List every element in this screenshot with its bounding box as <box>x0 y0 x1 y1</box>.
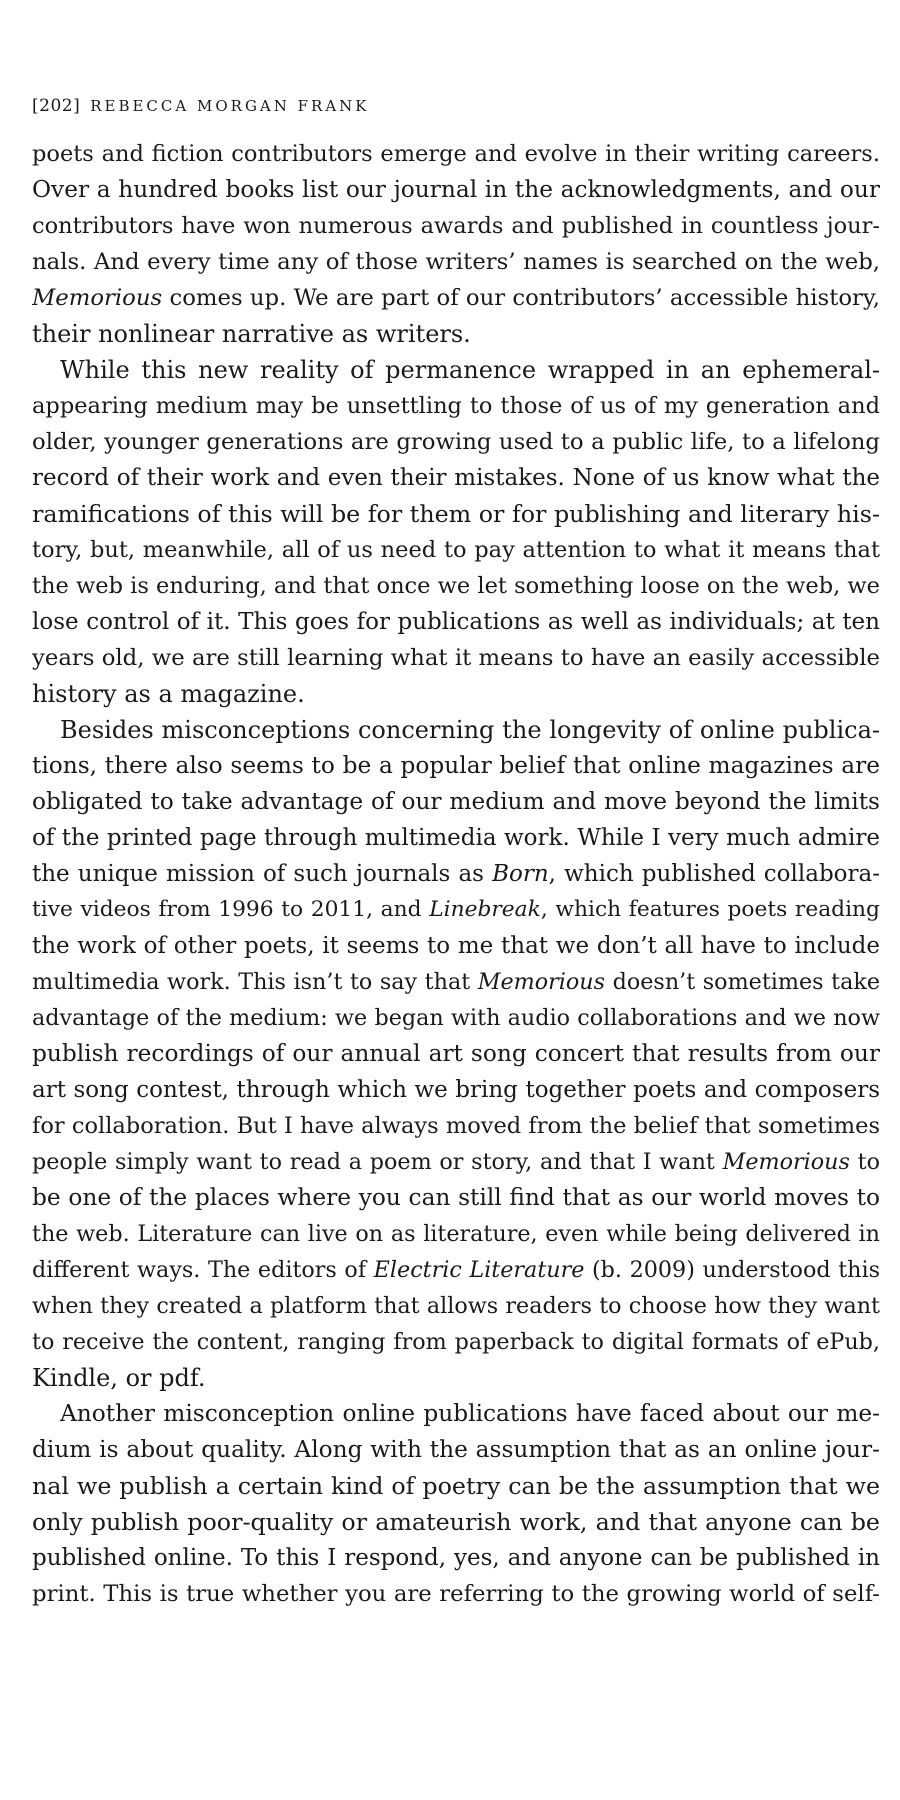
italic-title: Electric Literature <box>373 1257 585 1283</box>
text-line <box>32 208 880 244</box>
text-segment: print. This is true whether you are referring to the growing world of self- <box>32 1581 880 1607</box>
text-line <box>32 1036 880 1072</box>
text-line <box>32 1540 880 1576</box>
text-line <box>32 1432 880 1468</box>
text-segment: Another misconception online publications have faced about our me- <box>60 1400 880 1427</box>
italic-title: Memorious <box>477 969 606 995</box>
text-line <box>32 1324 880 1360</box>
text-line <box>32 856 880 892</box>
text-line <box>32 928 880 964</box>
text-line <box>32 1576 880 1612</box>
text-segment: While this new reality of permanence wrapped in an ephemeral- <box>60 356 880 384</box>
text-segment: people simply want to read a poem or story, and that I want <box>32 1149 723 1175</box>
text-segment: tions, there also seems to be a popular belief that online magazines are <box>32 752 880 779</box>
text-line <box>32 1252 880 1288</box>
text-segment: poets and fiction contributors emerge and evolve in their writing careers. <box>32 141 880 167</box>
text-segment: , which features poets reading <box>540 897 880 922</box>
text-line <box>32 1072 880 1108</box>
text-segment: advantage of the medium: we began with audio collaborations and we now <box>32 1005 880 1031</box>
text-segment: the unique mission of such journals as <box>32 861 493 887</box>
text-line <box>32 424 880 460</box>
text-segment: Kindle, or pdf. <box>32 1364 206 1392</box>
text-line <box>32 568 880 604</box>
text-segment: the web. Literature can live on as literature, even while being delivered in <box>32 1221 880 1247</box>
text-line <box>32 712 880 748</box>
text-line <box>32 1108 880 1144</box>
text-line <box>32 604 880 640</box>
text-line <box>32 784 880 820</box>
text-segment: ramifications of this will be for them or for publishing and literary his- <box>32 500 880 528</box>
text-segment: tive videos from 1996 to 2011, and <box>32 897 430 922</box>
text-segment: to <box>849 1149 880 1175</box>
text-line <box>32 496 880 532</box>
page-number: [202] <box>32 96 81 116</box>
text-line <box>32 1396 880 1432</box>
text-segment: the web is enduring, and that once we let something loose on the web, we <box>32 573 880 599</box>
text-segment: tory, but, meanwhile, all of us need to pay attention to what it means that <box>32 537 880 563</box>
text-segment: (b. 2009) understood this <box>584 1257 880 1283</box>
text-line <box>32 388 880 424</box>
text-segment: only publish poor-quality or amateurish work, and that anyone can be <box>32 1508 880 1536</box>
text-segment: dium is about quality. Along with the assumption that as an online jour- <box>32 1436 880 1463</box>
text-line <box>32 1288 880 1324</box>
text-line <box>32 820 880 856</box>
text-segment: nal we publish a certain kind of poetry can be the assumption that we <box>32 1472 880 1500</box>
text-segment: for collaboration. But I have always moved from the belief that sometimes <box>32 1113 880 1139</box>
text-line <box>32 892 880 928</box>
text-segment: years old, we are still learning what it means to have an easily accessible <box>32 645 880 671</box>
text-segment: to receive the content, ranging from paperback to digital formats of ePub, <box>32 1329 880 1355</box>
italic-title: Linebreak <box>429 897 541 922</box>
text-line <box>32 640 880 676</box>
text-segment: record of their work and even their mistakes. None of us know what the <box>32 465 880 491</box>
running-head-author: REBECCA MORGAN FRANK <box>90 97 370 115</box>
text-line <box>32 172 880 208</box>
italic-title: Memorious <box>32 285 163 311</box>
text-line <box>32 136 880 172</box>
text-segment: Over a hundred books list our journal in the acknowledgments, and our <box>32 176 880 203</box>
text-segment: art song contest, through which we bring together poets and composers <box>32 1077 880 1103</box>
text-line <box>32 352 880 388</box>
text-segment: obligated to take advantage of our medium and move beyond the limits <box>32 788 880 815</box>
text-line <box>32 748 880 784</box>
text-segment: their nonlinear narrative as writers. <box>32 320 471 348</box>
text-segment: lose control of it. This goes for publications as well as individuals; at ten <box>32 609 880 635</box>
text-segment: nals. And every time any of those writers’ names is searched on the web, <box>32 249 880 275</box>
text-line <box>32 1468 880 1504</box>
text-line <box>32 1000 880 1036</box>
text-line <box>32 460 880 496</box>
text-segment: doesn’t sometimes take <box>605 969 880 995</box>
text-line <box>32 964 880 1000</box>
text-segment: the work of other poets, it seems to me that we don’t all have to include <box>32 933 880 959</box>
text-line <box>32 1504 880 1540</box>
text-segment: older, younger generations are growing used to a public life, to a lifelong <box>32 429 880 455</box>
text-line <box>32 244 880 280</box>
text-segment: when they created a platform that allows readers to choose how they want <box>32 1293 880 1319</box>
text-line <box>32 1144 880 1180</box>
text-segment: published online. To this I respond, yes, and anyone can be published in <box>32 1545 880 1571</box>
body-text <box>32 136 880 1612</box>
text-line <box>32 1180 880 1216</box>
text-segment: comes up. We are part of our contributors’ accessible history, <box>162 285 880 311</box>
text-line <box>32 316 880 352</box>
text-segment: appearing medium may be unsettling to those of us of my generation and <box>32 393 880 419</box>
text-line <box>32 280 880 316</box>
text-segment: different ways. The editors of <box>32 1257 374 1283</box>
text-segment: multimedia work. This isn’t to say that <box>32 969 478 995</box>
text-segment: be one of the places where you can still find that as our world moves to <box>32 1184 880 1211</box>
text-segment: contributors have won numerous awards and published in countless jour- <box>32 213 880 239</box>
text-line <box>32 1216 880 1252</box>
text-line <box>32 532 880 568</box>
italic-title: Memorious <box>722 1149 850 1175</box>
text-line <box>32 676 880 712</box>
italic-title: Born <box>492 861 549 887</box>
text-line <box>32 1360 880 1396</box>
text-segment: publish recordings of our annual art song concert that results from our <box>32 1040 880 1067</box>
text-segment: history as a magazine. <box>32 680 305 708</box>
text-segment: Besides misconceptions concerning the longevity of online publica- <box>60 716 880 744</box>
text-segment: , which published collabora- <box>548 861 880 887</box>
text-segment: of the printed page through multimedia work. While I very much admire <box>32 825 880 851</box>
running-head <box>32 96 370 116</box>
